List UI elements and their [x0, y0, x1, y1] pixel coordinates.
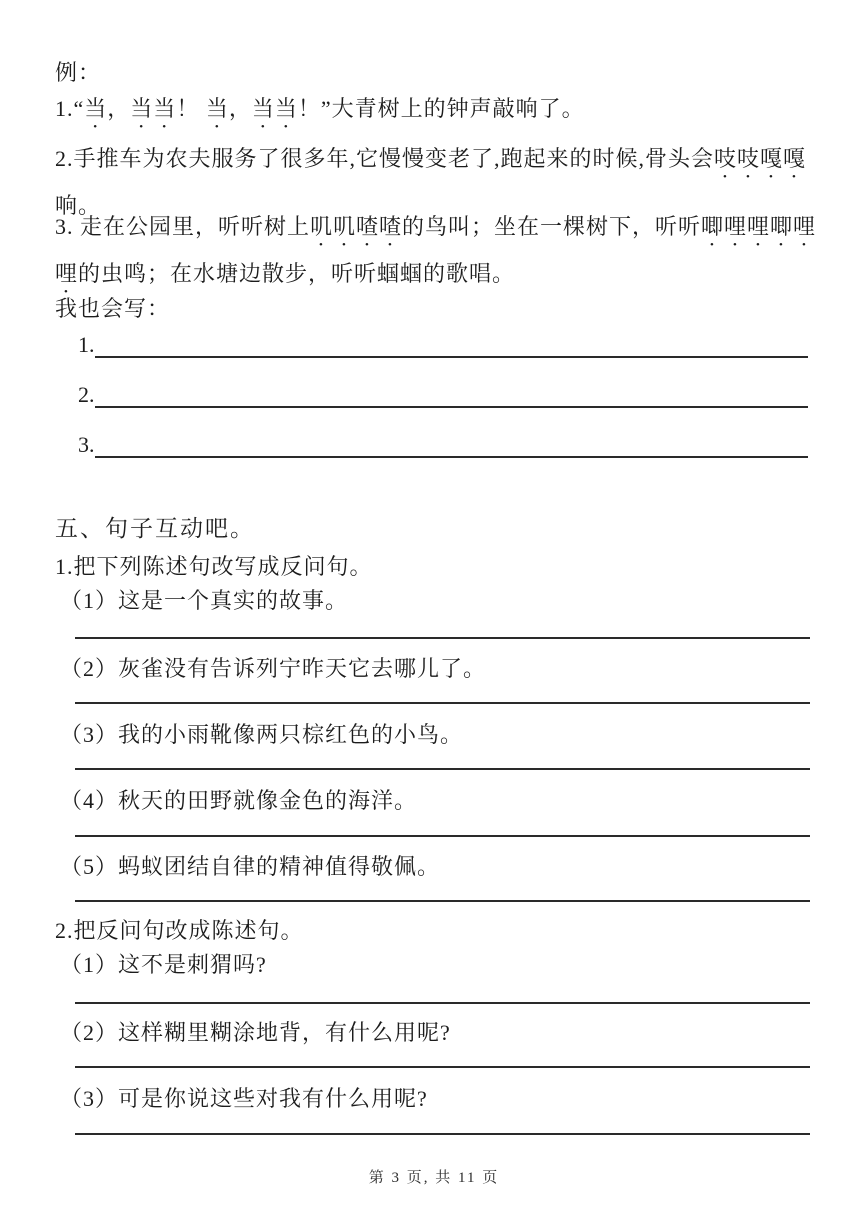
blank-number: 1. — [78, 332, 95, 357]
emphasized-text: 当 — [205, 96, 229, 121]
page-indicator: 第 3 页, 共 11 页 — [368, 1170, 500, 1186]
part1-title: 1.把下列陈述句改写成反问句。 — [55, 554, 373, 579]
answer-line — [75, 835, 810, 837]
plain-text: 响。 — [55, 193, 102, 218]
part1-question-5: （5）蚂蚁团结自律的精神值得敬佩。 — [60, 854, 441, 879]
part2-title: 2.把反问句改成陈述句。 — [55, 918, 304, 943]
plain-text: ！ — [176, 96, 206, 121]
part2-question-2: （2）这样糊里糊涂地背，有什么用呢? — [60, 1020, 451, 1045]
example-sentence-1 — [55, 86, 823, 133]
blank-number: 2. — [78, 382, 95, 407]
answer-line — [75, 1066, 810, 1068]
write-line — [95, 432, 809, 458]
emphasized-text: 当当 — [130, 96, 177, 121]
part1-question-3: （3）我的小雨靴像两只棕红色的小鸟。 — [60, 722, 464, 747]
write-line — [95, 332, 809, 358]
write-line — [95, 382, 809, 408]
plain-text: ， — [107, 96, 131, 121]
plain-text: ！”大青树上的钟声敲响了。 — [297, 96, 585, 121]
emphasized-text: 当 — [84, 96, 108, 121]
answer-line — [75, 768, 810, 770]
emphasized-text: 当当 — [251, 96, 298, 121]
part1-question-2: （2）灰雀没有告诉列宁昨天它去哪儿了。 — [60, 656, 487, 681]
answer-line — [75, 702, 810, 704]
answer-line — [75, 1133, 810, 1135]
answer-line — [75, 1002, 810, 1004]
example-label: 例： — [55, 60, 102, 85]
emphasized-text: 唧哩哩唧哩哩 — [55, 214, 817, 286]
part1-question-4: （4）秋天的田野就像金色的海洋。 — [60, 788, 418, 813]
plain-text: ， — [228, 96, 252, 121]
plain-text: 2.手推车为农夫服务了很多年,它慢慢变老了,跑起来的时候,骨头会 — [55, 146, 715, 171]
answer-line — [75, 900, 810, 902]
part2-question-3: （3）可是你说这些对我有什么用呢? — [60, 1086, 428, 1111]
plain-text: 1.“ — [55, 96, 85, 121]
part1-question-1: （1）这是一个真实的故事。 — [60, 588, 349, 613]
write-prompt: 我也会写： — [55, 296, 171, 321]
answer-line — [75, 637, 810, 639]
write-blank-row — [78, 332, 808, 358]
plain-text: 的鸟叫；坐在一棵树下，听听 — [402, 214, 702, 239]
blank-number: 3. — [78, 432, 95, 457]
write-blank-row — [78, 432, 808, 458]
plain-text: 3. 走在公园里，听听树上 — [55, 214, 311, 239]
plain-text: 的虫鸣；在水塘边散步，听听蝈蝈的歌唱。 — [78, 261, 516, 286]
section-five-title: 五、句子互动吧。 — [55, 516, 255, 541]
part2-question-1: （1）这不是刺猬吗? — [60, 952, 267, 977]
emphasized-text: 叽叽喳喳 — [310, 214, 403, 239]
write-blank-row — [78, 382, 808, 408]
example-sentence-3 — [55, 204, 823, 298]
emphasized-text: 吱吱嘎嘎 — [714, 146, 807, 171]
